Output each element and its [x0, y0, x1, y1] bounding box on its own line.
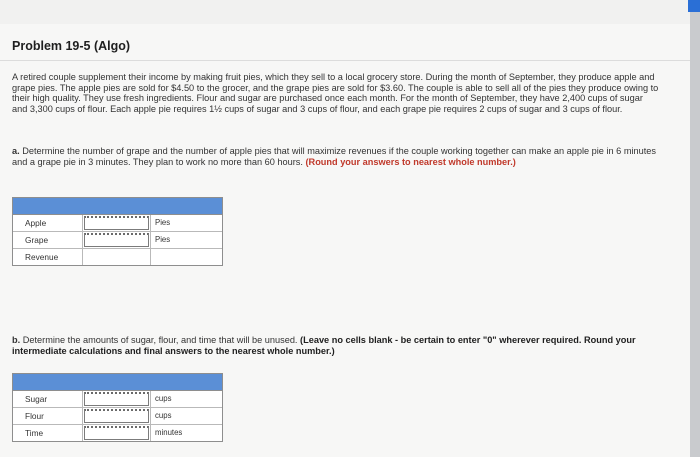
unit-label-apple: Pies: [155, 218, 171, 227]
apple-pies-input[interactable]: [83, 215, 151, 231]
row-label-revenue: Revenue: [13, 249, 83, 265]
input-box[interactable]: [84, 250, 149, 264]
problem-intro: A retired couple supplement their income by making fruit pies, which they sell to a local grocery store. During the month of September, they produce apple and grape pies. The apple pies are sold for $4.50 to the grocer, and the grape pies are sold for $3.60. The couple is able to sell all of the pies they produce owing to their high quality. They use fresh ingredients. Flour and sugar are purchased once each month. For the month of September, they have 2,400 cups of sugar and 3,300 cups of flour. Each apple pie requires 1½ cups of sugar and 3 cups of flour, and each grape pie requires 2 cups of sugar and 3 cups of flour.: [12, 72, 659, 114]
part-b-instruction: (Leave no cells blank - be certain to enter "0" wherever required. Round your intermediate calculations and final answers to the nearest whole number.): [12, 335, 636, 356]
grape-pies-input[interactable]: [83, 232, 151, 248]
part-a-text: Determine the number of grape and the number of apple pies that will maximize revenues if the couple working together can make an apple pie in 6 minutes and a grape pie in 3 minutes. They plan to work no more than 60 hours.: [12, 146, 657, 167]
input-box[interactable]: [84, 392, 149, 406]
part-b-text: Determine the amounts of sugar, flour, and time that will be unused.: [20, 335, 301, 345]
table-row-time: [13, 425, 222, 441]
top-bar: [0, 0, 690, 24]
problem-title: Problem 19-5 (Algo): [12, 39, 131, 53]
table-row-revenue: [13, 249, 222, 265]
input-box[interactable]: [84, 216, 149, 230]
input-box[interactable]: [84, 233, 149, 247]
input-box[interactable]: [84, 409, 149, 423]
part-a-instruction: (Round your answers to nearest whole number.): [305, 156, 516, 167]
part-b-letter: b.: [12, 335, 21, 345]
table-header: [13, 374, 222, 391]
row-label-grape: Grape: [13, 232, 83, 248]
row-label-flour: Flour: [13, 408, 83, 424]
part-b-prompt: [12, 335, 652, 356]
table-row-grape: [13, 232, 222, 249]
table-row-apple: [13, 215, 222, 232]
table-row-flour: [13, 408, 222, 425]
unused-sugar-input[interactable]: [83, 391, 151, 407]
input-box[interactable]: [84, 426, 149, 440]
row-label-time: Time: [13, 425, 83, 441]
row-label-apple: Apple: [13, 215, 83, 231]
unit-label-flour: cups: [155, 411, 172, 420]
row-label-sugar: Sugar: [13, 391, 83, 407]
accent-tab: [688, 0, 700, 12]
unit-label-sugar: cups: [155, 394, 172, 403]
part-a-prompt: [12, 146, 660, 167]
unit-label-revenue: [151, 249, 222, 265]
table-header: [13, 198, 222, 215]
table-row-sugar: [13, 391, 222, 408]
part-a-answer-table: [12, 197, 223, 266]
title-divider: [0, 60, 690, 61]
unit-label-time: minutes: [155, 428, 183, 437]
unit-label-grape: Pies: [155, 235, 171, 244]
part-b-answer-table: [12, 373, 223, 442]
unused-flour-input[interactable]: [83, 408, 151, 424]
revenue-input[interactable]: [83, 249, 151, 265]
unused-time-input[interactable]: [83, 425, 151, 441]
part-a-letter: a.: [12, 146, 20, 156]
